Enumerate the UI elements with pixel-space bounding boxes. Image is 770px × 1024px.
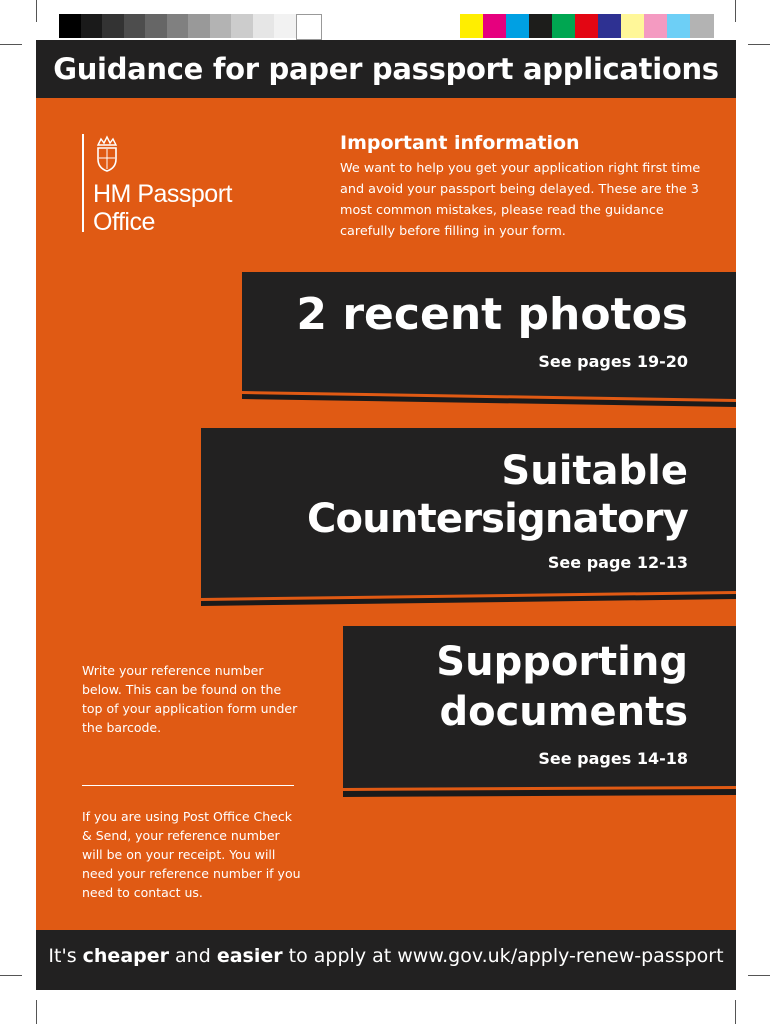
- color-swatch: [667, 14, 691, 38]
- color-swatch: [644, 14, 668, 38]
- panel-documents-shadow: [343, 789, 736, 797]
- grey-swatch: [145, 14, 169, 38]
- grey-swatch: [81, 14, 105, 38]
- footer-bold-easier: easier: [216, 945, 283, 967]
- panel-documents-title-line-2: documents: [439, 689, 688, 735]
- color-swatch: [460, 14, 484, 38]
- grey-swatch: [59, 14, 83, 38]
- check-send-note: If you are using Post Office Check & Send, your reference number will be on your receipt. You will need your reference number if you need to contact us.: [82, 809, 301, 900]
- page-title: Guidance for paper passport applications: [53, 52, 719, 86]
- footer-mid: and: [169, 945, 217, 967]
- royal-crest-icon: [92, 135, 122, 173]
- grey-swatch: [253, 14, 277, 38]
- crop-mark: [748, 44, 770, 45]
- crop-mark: [36, 1000, 37, 1024]
- footer-message: [36, 945, 736, 967]
- grey-swatch: [274, 14, 298, 38]
- crop-mark: [748, 975, 770, 976]
- footer-bold-cheaper: cheaper: [82, 945, 169, 967]
- crop-mark: [735, 0, 736, 22]
- color-swatch: [621, 14, 645, 38]
- footer-bar: [36, 930, 736, 990]
- grey-swatch: [124, 14, 148, 38]
- footer-link-text: to apply at www.gov.uk/apply-renew-passport: [282, 945, 724, 967]
- grey-swatch: [231, 14, 255, 38]
- important-info-title: Important information: [340, 132, 580, 154]
- panel-countersignatory-pages: See page 12-13: [547, 553, 688, 572]
- crop-mark: [36, 0, 37, 22]
- color-swatch: [483, 14, 507, 38]
- reference-instruction: Write your reference number below. This can be found on the top of your application form under the barcode.: [82, 663, 298, 735]
- important-info-body: We want to help you get your application right first time and avoid your passport being delayed. These are the 3 most common mistakes, please read the guidance carefully before filling in your form.: [340, 161, 701, 239]
- color-swatch: [690, 14, 714, 38]
- grey-swatch: [296, 14, 322, 40]
- panel-countersignatory-title-line-1: Suitable: [501, 448, 688, 494]
- logo-divider: [82, 134, 84, 232]
- crop-mark: [0, 44, 22, 45]
- grey-swatch: [167, 14, 191, 38]
- grey-swatch: [188, 14, 212, 38]
- logo-line-1: HM Passport: [93, 180, 232, 208]
- color-swatch: [575, 14, 599, 38]
- color-swatch: [552, 14, 576, 38]
- color-swatch: [598, 14, 622, 38]
- panel-countersignatory-title-line-2: Countersignatory: [307, 496, 688, 542]
- color-swatch: [506, 14, 530, 38]
- grey-swatch: [210, 14, 234, 38]
- grey-swatch: [102, 14, 126, 38]
- panel-photos-title: 2 recent photos: [296, 289, 688, 340]
- crop-mark: [0, 975, 22, 976]
- panel-photos-pages: See pages 19-20: [538, 352, 688, 371]
- color-swatch: [529, 14, 553, 38]
- header-bar: [36, 40, 736, 98]
- panel-documents-title-line-1: Supporting: [436, 639, 688, 685]
- reference-number-line: [82, 785, 294, 786]
- hm-passport-office-logo: [93, 180, 232, 236]
- panel-documents-pages: See pages 14-18: [538, 749, 688, 768]
- crop-mark: [735, 1000, 736, 1024]
- footer-prefix: It's: [48, 945, 83, 967]
- logo-line-2: Office: [93, 208, 155, 236]
